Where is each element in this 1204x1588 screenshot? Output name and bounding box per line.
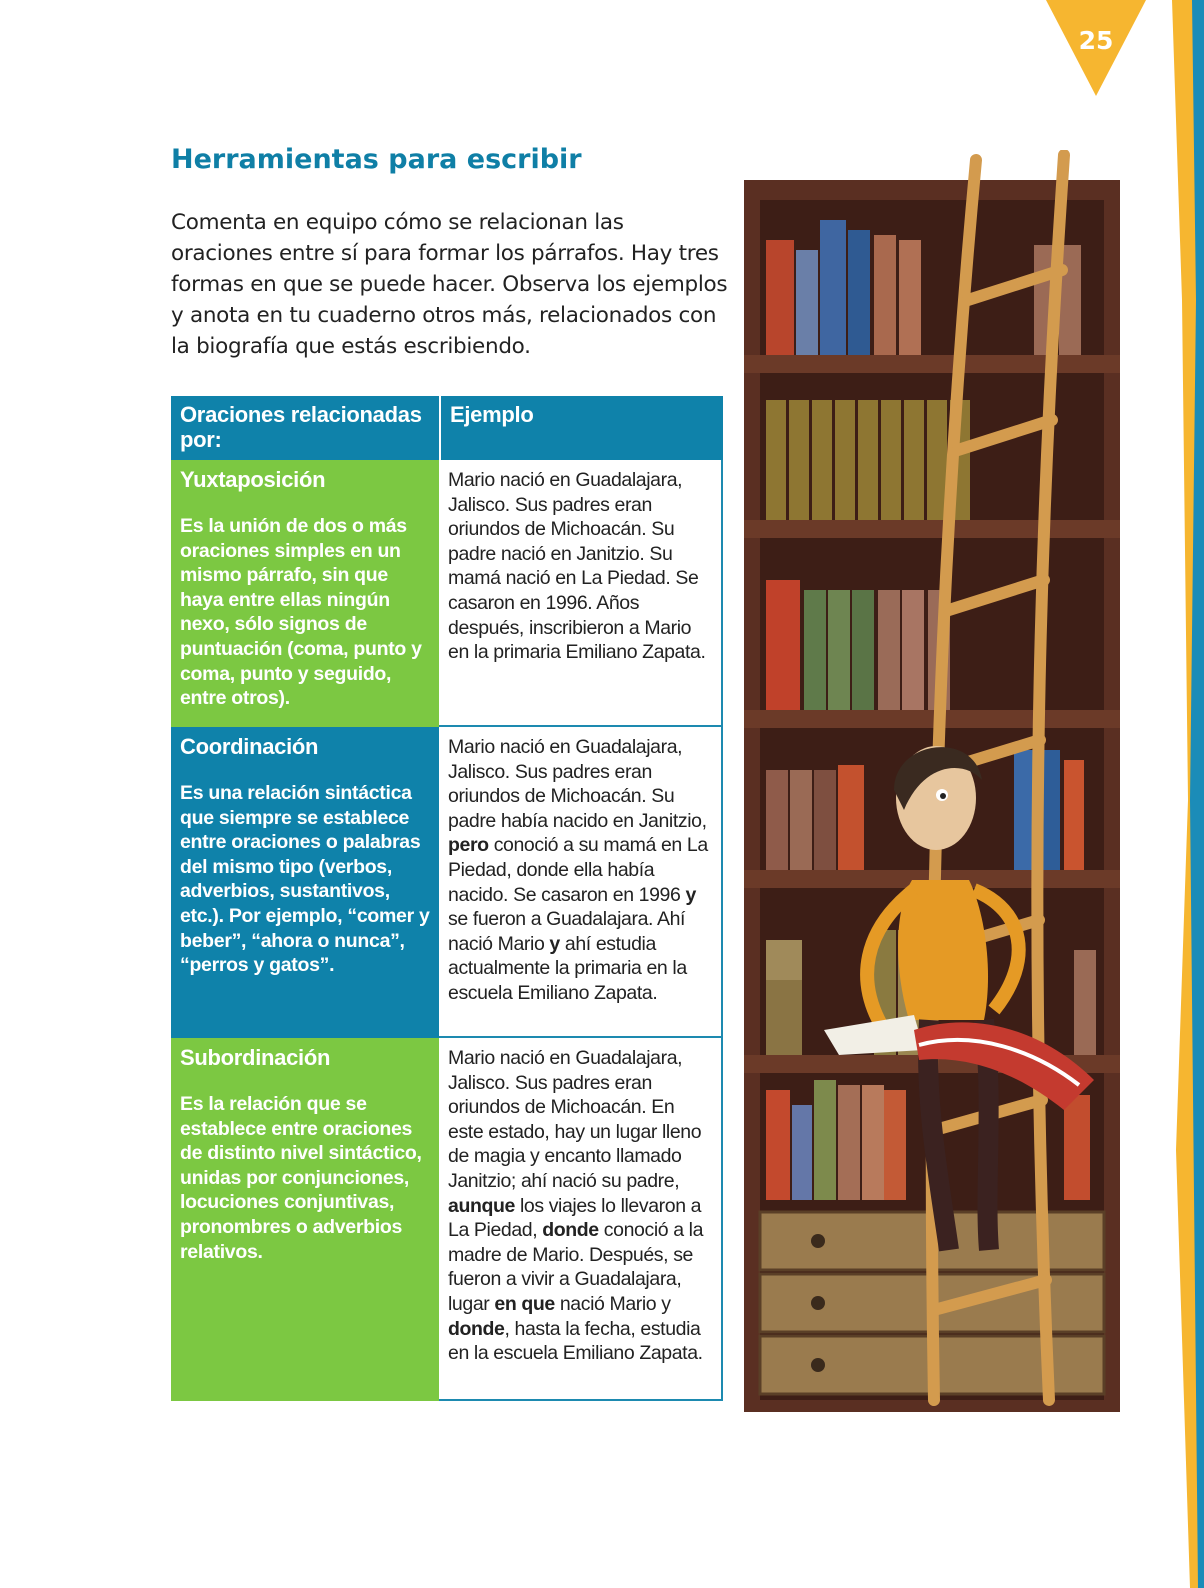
example-text: nació Mario y [554, 1292, 671, 1315]
example-connector: donde [542, 1219, 599, 1242]
example-connector: pero [448, 834, 489, 857]
intro-paragraph: Comenta en equipo cómo se relacionan las oraciones entre sí para formar los párrafos. Hay tres formas en que se puede hacer. Observa los ejemplos y anota en tu cuaderno otros más, relacionados con la biografía que estás escribiendo. [171, 210, 728, 359]
header-relation: Oraciones relacionadas por: [180, 402, 422, 452]
example-cell [439, 1038, 723, 1401]
example-text: , hasta la fecha, estudia en la escuela Emiliano Zapata. [448, 1317, 703, 1365]
example-text: Mario nació en Guadalajara, Jalisco. Sus padres eran oriundos de Michoacán. En este estado, hay un lugar lleno de magia y encanto llamado Janitzio; ahí nació su padre, [448, 1047, 702, 1192]
example-text: conoció a su mamá en La Piedad, donde ella había nacido. Se casaron en 1996 [448, 834, 708, 906]
relation-description: Es la relación que se establece entre oraciones de distinto nivel sintáctico, unidas por conjunciones, locuciones conjuntivas, pronombres o adverbios relativos. [180, 1093, 422, 1263]
example-text: ahí estudia actualmente la primaria en la escuela Emiliano Zapata. [448, 932, 687, 1004]
table-header [171, 396, 723, 460]
example-text: se fueron a Guadalajara. Ahí nació Mario [448, 908, 686, 955]
example-text: los viajes lo llevaron a La Piedad, [448, 1194, 702, 1242]
example-connector: donde [448, 1317, 505, 1340]
bookshelf-illustration [744, 150, 1120, 1412]
relation-title: Subordinación [180, 1045, 331, 1070]
relation-title: Yuxtaposición [180, 467, 326, 492]
example-connector: en que [494, 1292, 555, 1315]
relation-cell [171, 1038, 439, 1401]
sentence-relations-table [171, 396, 723, 1401]
example-cell [439, 460, 723, 727]
page-number: 25 [1078, 26, 1114, 55]
example-text: conoció a la madre de Mario. Después, se fueron a vivir a Guadalajara, lugar [448, 1219, 704, 1315]
header-example: Ejemplo [439, 396, 723, 460]
table-row [171, 460, 723, 727]
relation-cell [171, 727, 439, 1038]
example-text: Mario nació en Guadalajara, Jalisco. Sus padres eran oriundos de Michoacán. Su padre había nacido en Janitzio, [448, 736, 707, 832]
relation-description: Es una relación sintáctica que siempre se establece entre oraciones o palabras del mismo tipo (verbos, adverbios, sustantivos, etc.). Por ejemplo, “comer y beber”, “ahora o nunca”, “perros y gatos”. [180, 782, 430, 977]
relation-title: Coordinación [180, 734, 319, 759]
relation-description: Es la unión de dos o más oraciones simples en un mismo párrafo, sin que haya entre ellas ningún nexo, sólo signos de puntuación (coma, punto y coma, punto y seguido, entre otros). [180, 515, 422, 710]
table-row [171, 727, 723, 1038]
side-stripes [1150, 0, 1204, 1588]
table-row [171, 1038, 723, 1401]
relation-cell [171, 460, 439, 727]
example-connector: aunque [448, 1194, 515, 1217]
example-connector: y [549, 932, 560, 955]
example-text: Mario nació en Guadalajara, Jalisco. Sus padres eran oriundos de Michoacán. Su padre nació en Janitzio. Su mamá nació en La Piedad. Se casaron en 1996. Años después, inscribieron a Mario en la primaria Emiliano Zapata. [448, 469, 706, 664]
section-title: Herramientas para escribir [171, 144, 582, 175]
example-cell [439, 727, 723, 1038]
example-connector: y [685, 883, 696, 906]
